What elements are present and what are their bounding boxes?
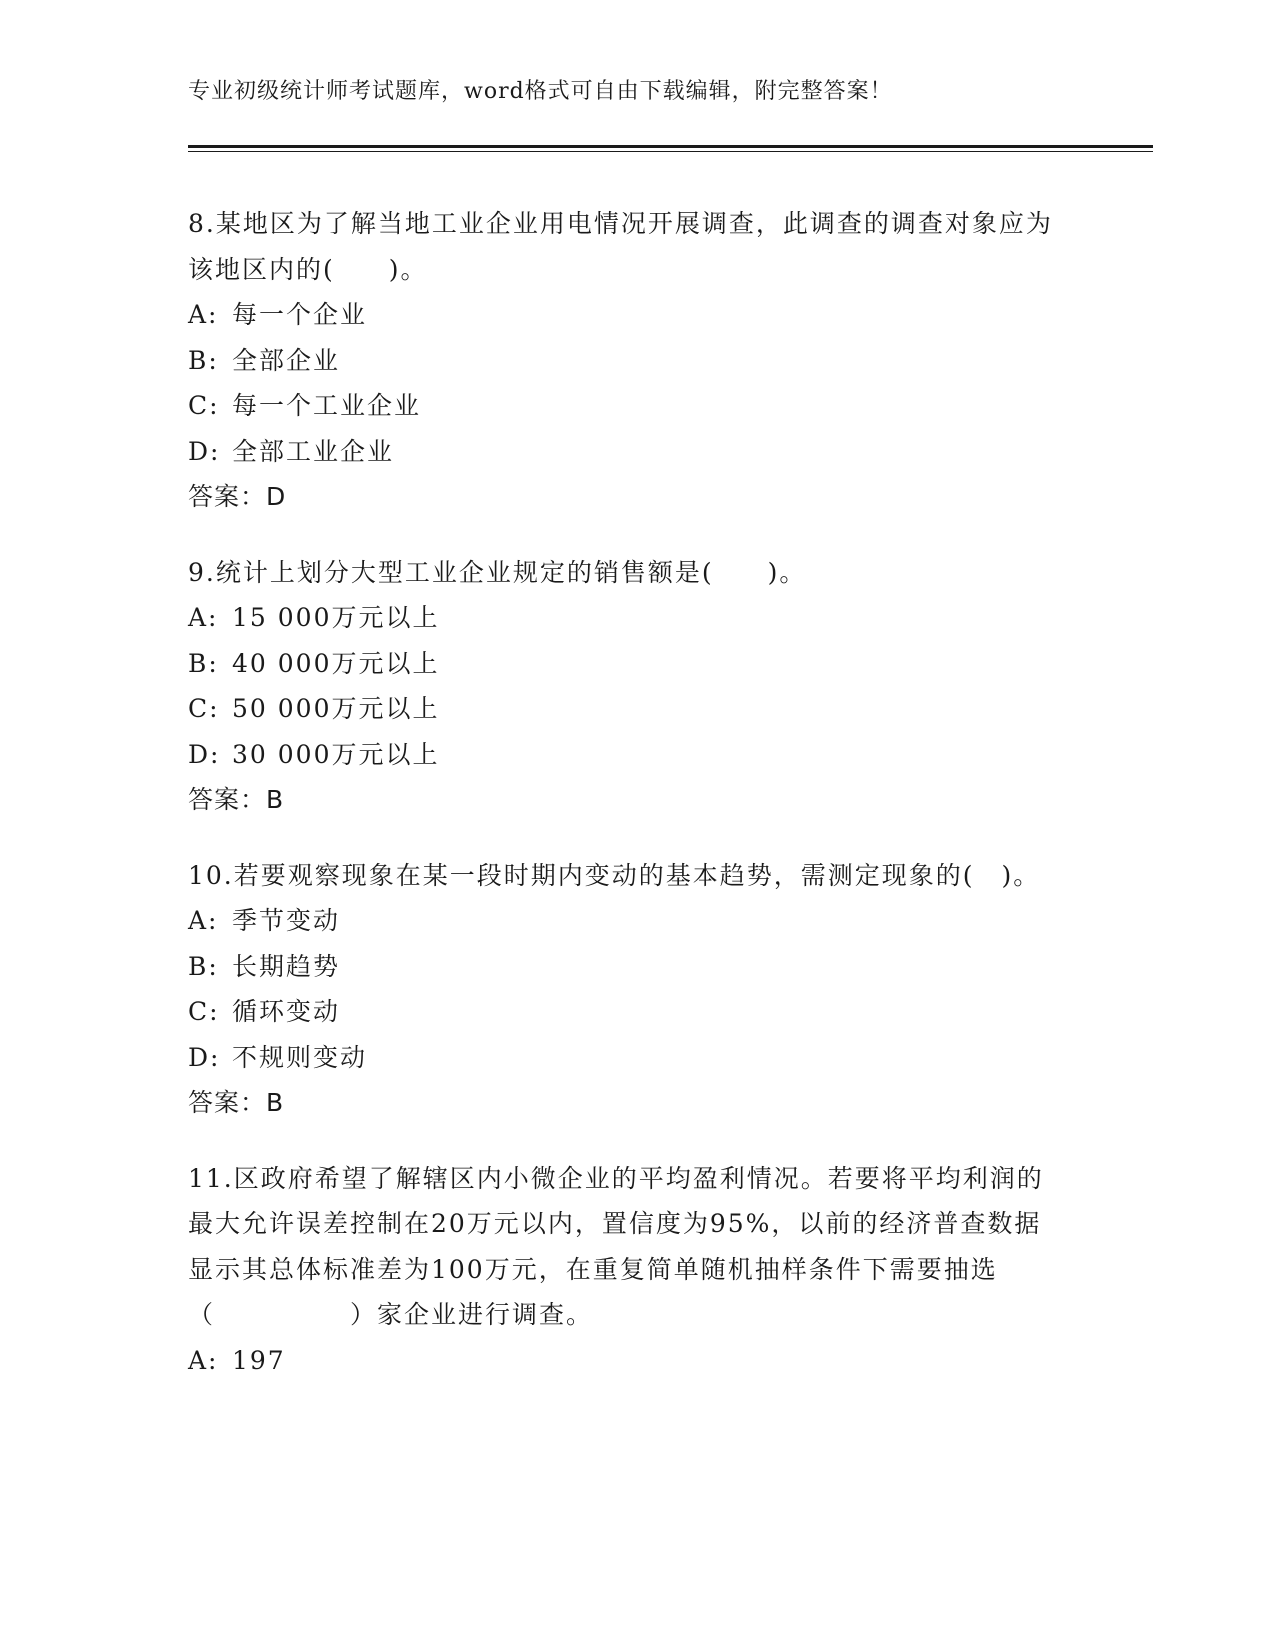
- option-text: 15 000万元以上: [232, 603, 440, 632]
- option-text: 长期趋势: [232, 951, 341, 981]
- page-header: 专业初级统计师考试题库，word格式可自由下载编辑，附完整答案！: [188, 79, 893, 104]
- option-text: 197: [232, 1345, 286, 1375]
- option-c: [188, 686, 1068, 732]
- option-b: [188, 338, 1068, 384]
- question-11: [188, 1156, 1068, 1384]
- option-text: 每一个企业: [232, 300, 368, 329]
- answer-line: 答案：B: [188, 785, 285, 814]
- question-list: [188, 201, 1068, 1413]
- question-9: [188, 550, 1068, 823]
- option-key: D:: [188, 436, 221, 466]
- question-8: [188, 201, 1068, 520]
- option-text: 不规则变动: [232, 1042, 368, 1072]
- option-key: C:: [188, 391, 220, 420]
- option-text: 40 000万元以上: [232, 648, 440, 678]
- option-key: B:: [188, 648, 219, 678]
- option-text: 季节变动: [232, 906, 341, 935]
- option-key: D:: [188, 739, 221, 769]
- option-text: 全部工业企业: [232, 436, 395, 466]
- option-b: [188, 641, 1068, 687]
- option-a: [188, 595, 1068, 641]
- option-text: 每一个工业企业: [232, 391, 422, 420]
- option-text: 全部企业: [232, 345, 341, 375]
- header-rule-thick: [188, 145, 1153, 148]
- answer-line: 答案：B: [188, 1088, 285, 1117]
- question-stem: 8.某地区为了解当地工业企业用电情况开展调查，此调查的调查对象应为该地区内的( )。: [188, 209, 1053, 284]
- option-text: 50 000万元以上: [232, 694, 440, 723]
- option-key: C:: [188, 694, 220, 723]
- question-stem: 9.统计上划分大型工业企业规定的销售额是( )。: [188, 557, 807, 587]
- question-10: [188, 853, 1068, 1126]
- option-a: [188, 898, 1068, 944]
- option-key: A:: [188, 1345, 219, 1375]
- option-c: [188, 989, 1068, 1035]
- option-b: [188, 944, 1068, 990]
- option-key: B:: [188, 345, 219, 375]
- option-key: A:: [188, 906, 219, 935]
- option-d: [188, 732, 1068, 778]
- option-key: C:: [188, 997, 220, 1026]
- header-rule-thin: [188, 151, 1153, 152]
- question-stem: 10.若要观察现象在某一段时期内变动的基本趋势，需测定现象的( )。: [188, 860, 1041, 890]
- option-text: 30 000万元以上: [232, 739, 440, 769]
- answer-line: 答案：D: [188, 482, 287, 511]
- option-text: 循环变动: [232, 997, 341, 1026]
- option-a: [188, 1338, 1068, 1384]
- option-key: A:: [188, 300, 219, 329]
- option-key: B:: [188, 951, 219, 981]
- option-d: [188, 429, 1068, 475]
- question-stem: 11.区政府希望了解辖区内小微企业的平均盈利情况。若要将平均利润的最大允许误差控制在20万元以内，置信度为95%，以前的经济普查数据显示其总体标准差为100万元，在重复简单随机抽样条件下需要抽选（ ）家企业进行调查。: [188, 1163, 1044, 1329]
- option-c: [188, 383, 1068, 429]
- option-a: [188, 292, 1068, 338]
- option-key: D:: [188, 1042, 221, 1072]
- option-key: A:: [188, 603, 219, 632]
- option-d: [188, 1035, 1068, 1081]
